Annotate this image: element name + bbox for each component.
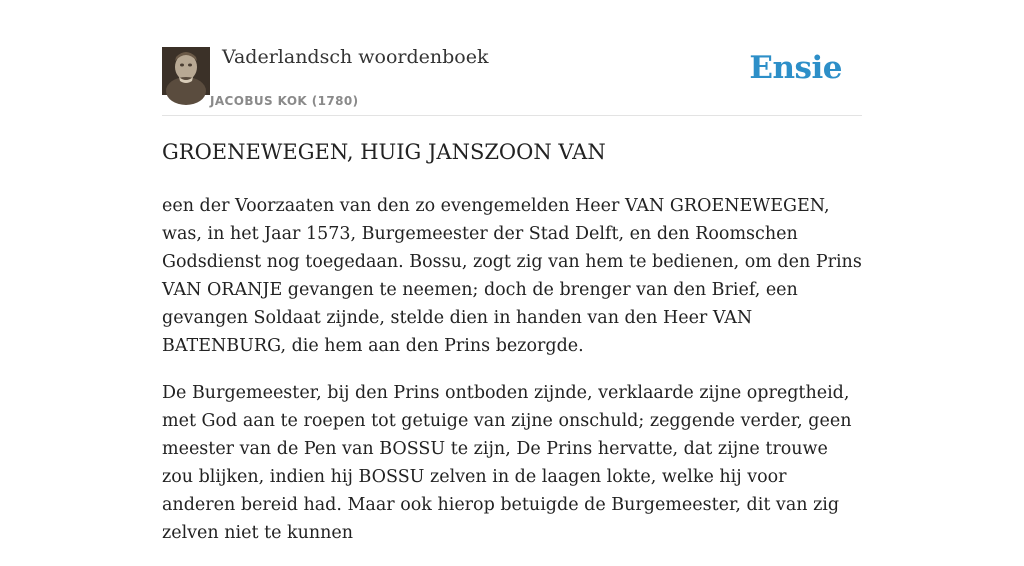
book-title[interactable]: Vaderlandsch woordenboek [222, 46, 489, 68]
site-header [162, 0, 862, 116]
entry-paragraph: een der Voorzaaten van den zo evengemelden Heer VAN GROENEWEGEN, was, in het Jaar 1573, Burgemeester der Stad Delft, en den Roomschen Godsdienst nog toegedaan. Bossu, zogt zig van hem te bedienen, om den Prins VAN ORANJE gevangen te neemen; doch de brenger van den Brief, een gevangen Soldaat zijnde, stelde dien in handen van den Heer VAN BATENBURG, die hem aan den Prins bezorgde. [162, 196, 862, 356]
entry-title: GROENEWEGEN, HUIG JANSZOON VAN [162, 140, 606, 164]
page [162, 0, 862, 543]
entry-content [162, 192, 862, 566]
book-author[interactable]: JACOBUS KOK (1780) [210, 94, 359, 108]
entry-paragraph: De Burgemeester, bij den Prins ontboden zijnde, verklaarde zijne opregtheid, met God aan te roepen tot getuige van zijne onschuld; zeggende verder, geen meester van de Pen van BOSSU te zijn, De Prins hervatte, dat zijne trouwe zou blijken, indien hij BOSSU zelven in de laagen lokte, welke hij voor anderen bereid had. Maar ook hierop betuigde de Burgemeester, dit van zig zelven niet te kunnen [162, 383, 852, 543]
ensie-logo[interactable]: Ensie [749, 50, 842, 86]
author-portrait-icon[interactable] [162, 47, 210, 95]
